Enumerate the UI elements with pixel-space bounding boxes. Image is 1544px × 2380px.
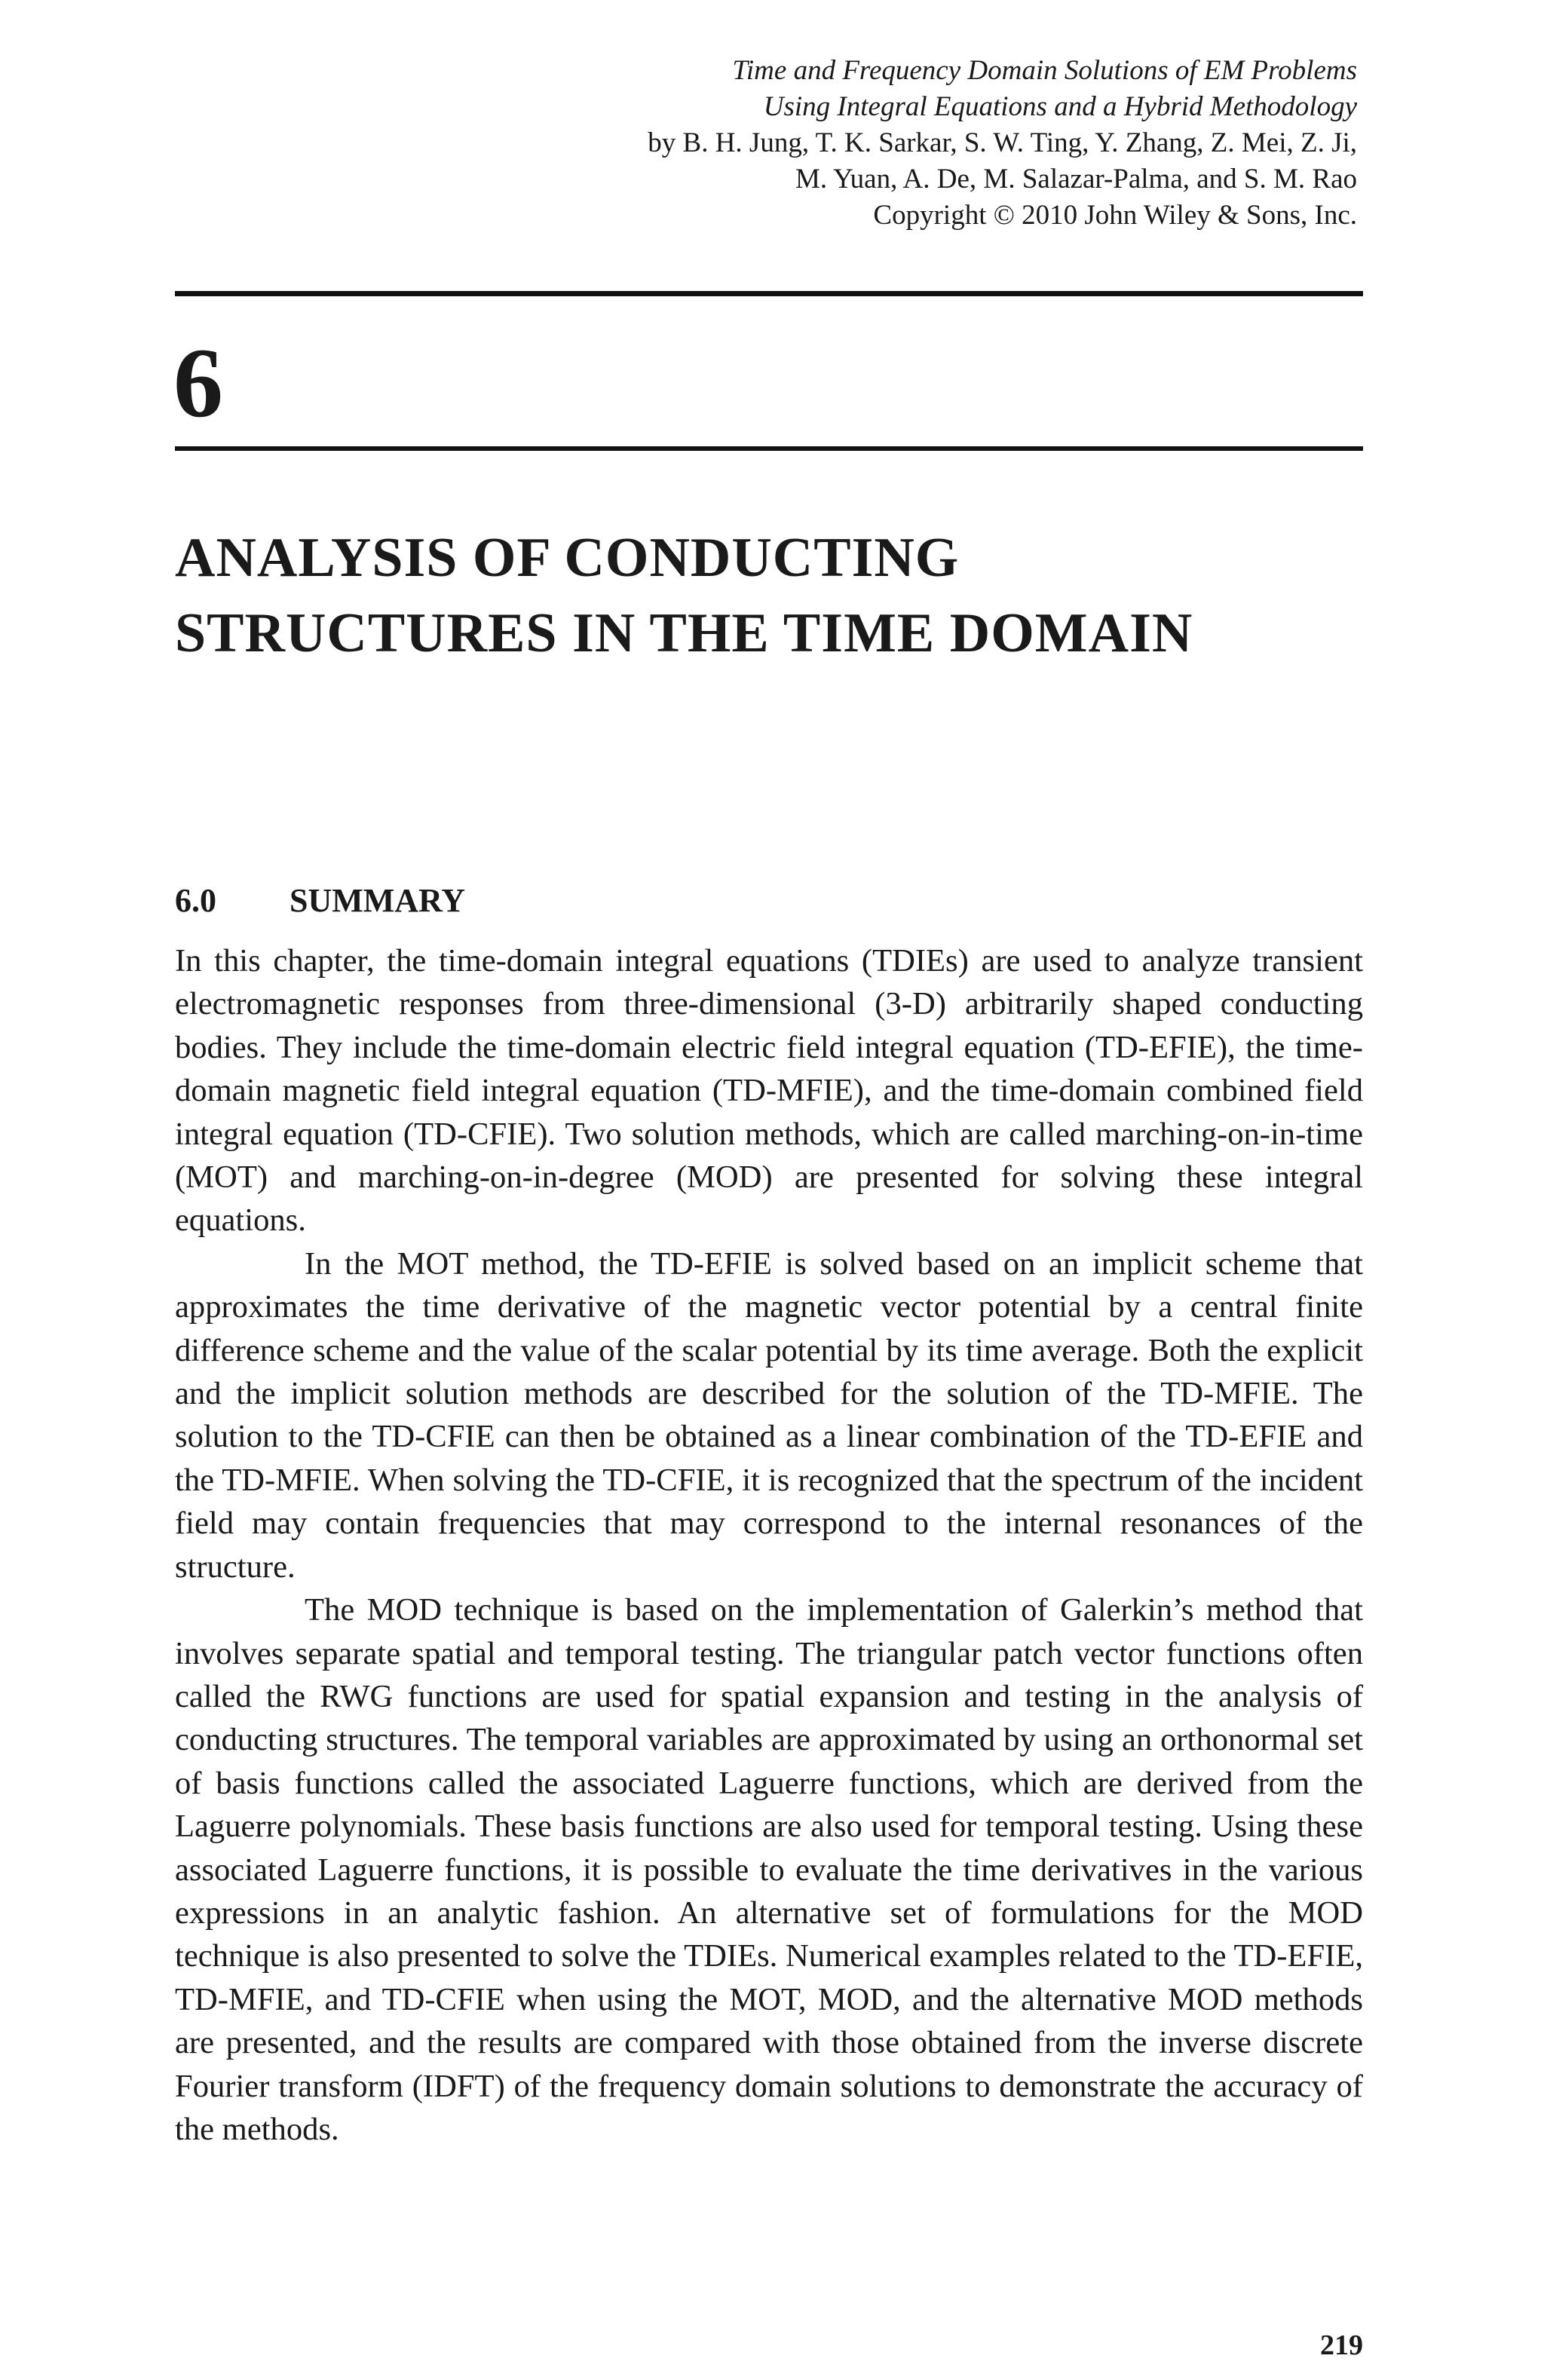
chapter-top-rule <box>175 291 1363 296</box>
section-heading <box>175 878 465 924</box>
authors-line-2: M. Yuan, A. De, M. Salazar-Palma, and S. M. Rao <box>795 164 1357 195</box>
chapter-title-line-1: ANALYSIS OF CONDUCTING <box>175 527 960 589</box>
copyright-header <box>648 53 1357 234</box>
section-title: SUMMARY <box>290 882 466 919</box>
paragraph-3: The MOD technique is based on the implementation of Galerkin’s method that involves separate spatial and temporal testing. The triangular patch vector functions often called the RWG functions are used for spatial expansion and testing in the analysis of conducting structures. The temporal variables are approximated by using an orthonormal set of basis functions called the associated Laguerre functions, which are derived from the Laguerre polynomials. These basis functions are also used for temporal testing. Using these associated Laguerre functions, it is possible to evaluate the time derivatives in the various expressions in an analytic fashion. An alternative set of formulations for the MOD technique is also presented to solve the TDIEs. Numerical examples related to the TD-EFIE, TD-MFIE, and TD-CFIE when using the MOT, MOD, and the alternative MOD methods are presented, and the results are compared with those obtained from the inverse discrete Fourier transform (IDFT) of the frequency domain solutions to demonstrate the accuracy of the methods. <box>175 1592 1363 2147</box>
paragraph-1: In this chapter, the time-domain integral equations (TDIEs) are used to analyze transient electromagnetic responses from three-dimensional (3-D) arbitrarily shaped conducting bodies. They include the time-domain electric field integral equation (TD-EFIE), the time-domain magnetic field integral equation (TD-MFIE), and the time-domain combined field integral equation (TD-CFIE). Two solution methods, which are called marching-on-in-time (MOT) and marching-on-in-degree (MOD) are presented for solving these integral equations. <box>175 943 1363 1239</box>
chapter-bottom-rule <box>175 446 1363 451</box>
authors-line-1: by B. H. Jung, T. K. Sarkar, S. W. Ting, Y. Zhang, Z. Mei, Z. Ji, <box>648 127 1357 158</box>
chapter-title <box>175 520 1366 671</box>
copyright-line: Copyright © 2010 John Wiley & Sons, Inc. <box>873 200 1357 231</box>
book-title-line-1: Time and Frequency Domain Solutions of EM Problems <box>732 55 1357 86</box>
page-number: 219 <box>1320 2329 1363 2361</box>
book-title-line-2: Using Integral Equations and a Hybrid Methodology <box>763 91 1357 122</box>
paragraph-2: In the MOT method, the TD-EFIE is solved based on an implicit scheme that approximates the time derivative of the magnetic vector potential by a central finite difference scheme and the value of the scalar potential by its time average. Both the explicit and the implicit solution methods are described for the solution of the TD-MFIE. The solution to the TD-CFIE can then be obtained as a linear combination of the TD-EFIE and the TD-MFIE. When solving the TD-CFIE, it is recognized that the spectrum of the incident field may contain frequencies that may correspond to the internal resonances of the structure. <box>175 1245 1363 1585</box>
summary-body <box>175 939 1363 2151</box>
chapter-number: 6 <box>173 327 223 438</box>
section-number: 6.0 <box>175 882 216 919</box>
chapter-title-line-2: STRUCTURES IN THE TIME DOMAIN <box>175 602 1193 664</box>
